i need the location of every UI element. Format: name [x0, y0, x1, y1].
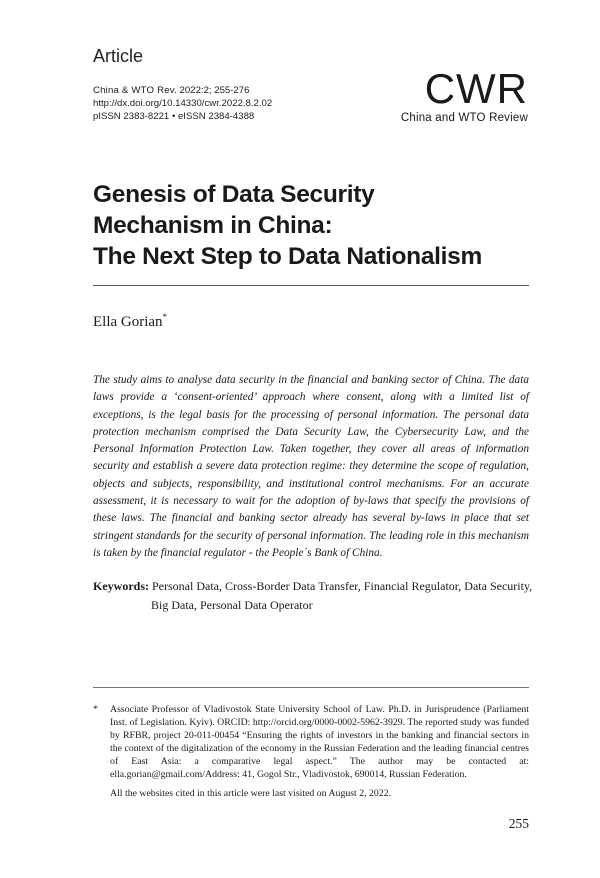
author-footnote-mark[interactable]: * — [162, 312, 168, 322]
doi-link[interactable]: http://dx.doi.org/10.14330/cwr.2022.8.2.02 — [93, 98, 273, 109]
abstract: The study aims to analyse data security in the financial and banking sector of China. The data laws provide a ‘consent-oriented’ approach where consent, along with a limited list of exceptions, is the legal basis for the processing of personal information. The personal data protection mechanism comprised the Data Security Law, the Cybersecurity Law, and the Personal Information Protection Law. Taken together, they cover all areas of information security and establish a severe data protection regime: they determine the scope of regulation, objects and subjects, responsibility, and institutional control mechanisms. For an accurate assessment, it is necessary to wait for the adoption of by-laws that specify the provisions of these laws. The financial and banking sector already has several by-laws in place that set stringent standards for the security of personal information. The leading role in this mechanism is taken by the financial regulator - the People´s Bank of China. — [93, 374, 529, 559]
footnote-text: Associate Professor of Vladivostok State University School of Law. Ph.D. in Jurisprudence (Parliament Inst. of Legislation. Kyiv). ORCID: http://orcid.org/0000-0002-5962-3929. The reported study was funded by RFBR, project 20-011-00454 “Ensuring the rights of investors in the banking and financial sectors in the context of the digitalization of the economy in the Russian Federation and the leading financial centres of East Asia: a comparative legal aspect.” The author may be contacted at: ella.gorian@gmail.com/Address: 41, Gogol Str., Vladivostok, 690014, Russian Federation. — [110, 704, 529, 781]
article-type-label: Article — [93, 46, 144, 66]
journal-abbrev: China & WTO Rev. — [93, 85, 177, 96]
citation-block — [93, 84, 272, 123]
citation-line — [93, 84, 272, 97]
title-divider — [93, 285, 529, 286]
article-title — [93, 179, 533, 272]
footnote-mark: * — [93, 704, 98, 715]
logo-mark: CWR — [424, 65, 528, 112]
keywords-list-2: Big Data, Personal Data Operator — [151, 598, 313, 612]
page-number: 255 — [508, 816, 529, 831]
logo-subtitle: China and WTO Review — [400, 112, 528, 124]
title-line: Mechanism in China: — [93, 212, 333, 239]
footnote — [93, 703, 529, 800]
journal-logo — [400, 65, 528, 124]
author-line — [93, 312, 167, 331]
footnote-divider — [93, 687, 529, 688]
title-line: The Next Step to Data Nationalism — [93, 243, 482, 270]
volume-pages: 2022:2; 255-276 — [176, 85, 250, 96]
keywords-label: Keywords: — [93, 579, 149, 593]
keywords-line-1 — [93, 577, 533, 596]
keywords-list-1: Personal Data, Cross-Border Data Transfer, Financial Regulator, Data Security, — [152, 579, 533, 593]
author-name: Ella Gorian — [93, 314, 163, 330]
issn-line: pISSN 2383-8221 • eISSN 2384-4388 — [93, 111, 255, 122]
keywords-block — [93, 577, 533, 615]
websites-note: All the websites cited in this article were last visited on August 2, 2022. — [110, 787, 392, 799]
title-line: Genesis of Data Security — [93, 181, 375, 208]
